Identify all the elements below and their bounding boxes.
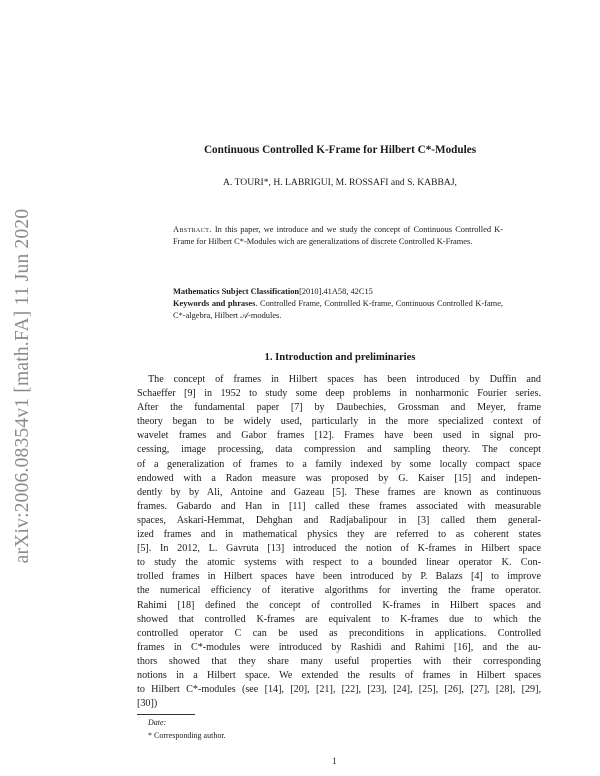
text-line: cessing, image processing, data compression and sampling theory. The concept — [137, 444, 541, 456]
text-line: thors showed that they share many useful properties with their corresponding — [137, 655, 541, 667]
text-line: After the fundamental paper [7] by Daubechies, Grossman and Meyer, frame — [137, 402, 541, 414]
text-line: the numerical efficiency of iterative algorithms for inverting the frame operator. — [137, 585, 541, 597]
keywords-label: Keywords and phrases — [173, 299, 256, 308]
text-line: frames. Gabardo and Han in [11] called these frames associated with measurable — [137, 500, 541, 512]
text-line: frames in C*-modules were introduced by Rashidi and Rahimi [16], and the au- — [137, 641, 541, 653]
text-line: trolled frames in Hilbert spaces have been introduced by P. Balazs [4] to improve — [137, 571, 541, 583]
text-line: dently by by Ali, Antoine and Gazeau [5]. These frames are known as continuous — [137, 486, 541, 498]
author-list: A. TOURI*, H. LABRIGUI, M. ROSSAFI and S. KABBAJ, — [223, 177, 457, 188]
text-line: of a generalization of frames to a family indexed by some locally compact space — [137, 458, 541, 470]
footnote-divider — [137, 714, 195, 715]
text-line: The concept of frames in Hilbert spaces has been introduced by Duffin and — [148, 374, 541, 385]
text-line: [30]) — [137, 698, 158, 710]
footnote-corresponding-author: * Corresponding author. — [148, 731, 226, 740]
footnote-date: Date: — [148, 718, 167, 727]
keywords-block — [173, 298, 503, 322]
abstract-block — [173, 224, 503, 248]
text-line: notions in a Hilbert space. We extended the results of frames in Hilbert spaces — [137, 669, 541, 681]
msc-label: Mathematics Subject Classification — [173, 287, 300, 296]
msc-value: [2010].41A58, 42C15 — [299, 287, 373, 296]
arxiv-identifier-stamp: arXiv:2006.08354v1 [math.FA] 11 Jun 2020 — [12, 208, 33, 564]
text-line: to study the atomic systems with respect to a bounded linear operator K. Con- — [137, 557, 541, 569]
text-line: wavelet frames and Gabor frames [12]. Frames have been used in signal pro- — [137, 430, 541, 442]
keywords-value: . Controlled Frame, Controlled K-frame, Continuous Controlled K-fame, C*-algebra, Hilbert 𝒜-modules. — [173, 299, 504, 320]
text-line: to Hilbert C*-modules (see [14], [20], [21], [22], [23], [24], [25], [26], [27], [28], [29], — [137, 684, 541, 696]
paper-title: Continuous Controlled K-Frame for Hilbert C*-Modules — [203, 144, 477, 156]
introduction-body — [137, 373, 541, 711]
text-line: endowed with a Radon measure was proposed by G. Kaiser [15] and indepen- — [137, 472, 541, 484]
abstract-text: In this paper, we introduce and we study the concept of Continuous Controlled K-Frame for Hilbert C*-Modules wich are generalizations of discrete Controlled K-Frames. — [173, 225, 503, 246]
text-line: ized frames and in mathematical physics they are referred to as coherent states — [137, 529, 541, 541]
abstract-heading: Abstract. — [173, 225, 212, 234]
subject-classification — [173, 286, 503, 298]
text-line: theory began to be widely used, particularly in the more specialized context of — [137, 416, 541, 428]
text-line: Schaeffer [9] in 1952 to study some deep problems in nonharmonic Fourier series. — [137, 388, 541, 400]
text-line: [5]. In 2012, L. Gavruta [13] introduced the notion of K-frames in Hilbert space — [137, 543, 541, 555]
text-line: showed that controlled K-frames are equivalent to K-frames due to which the — [137, 613, 541, 625]
page-number: 1 — [332, 756, 337, 766]
text-line: spaces, Askari-Hemmat, Dehghan and Radjabalipour in [3] called them general- — [137, 514, 541, 526]
text-line: controlled operator C can be used as preconditions in applications. Controlled — [137, 627, 541, 639]
section-heading: 1. Introduction and preliminaries — [264, 352, 416, 363]
text-line: Rahimi [18] defined the concept of controlled K-frames in Hilbert spaces and — [137, 599, 541, 611]
